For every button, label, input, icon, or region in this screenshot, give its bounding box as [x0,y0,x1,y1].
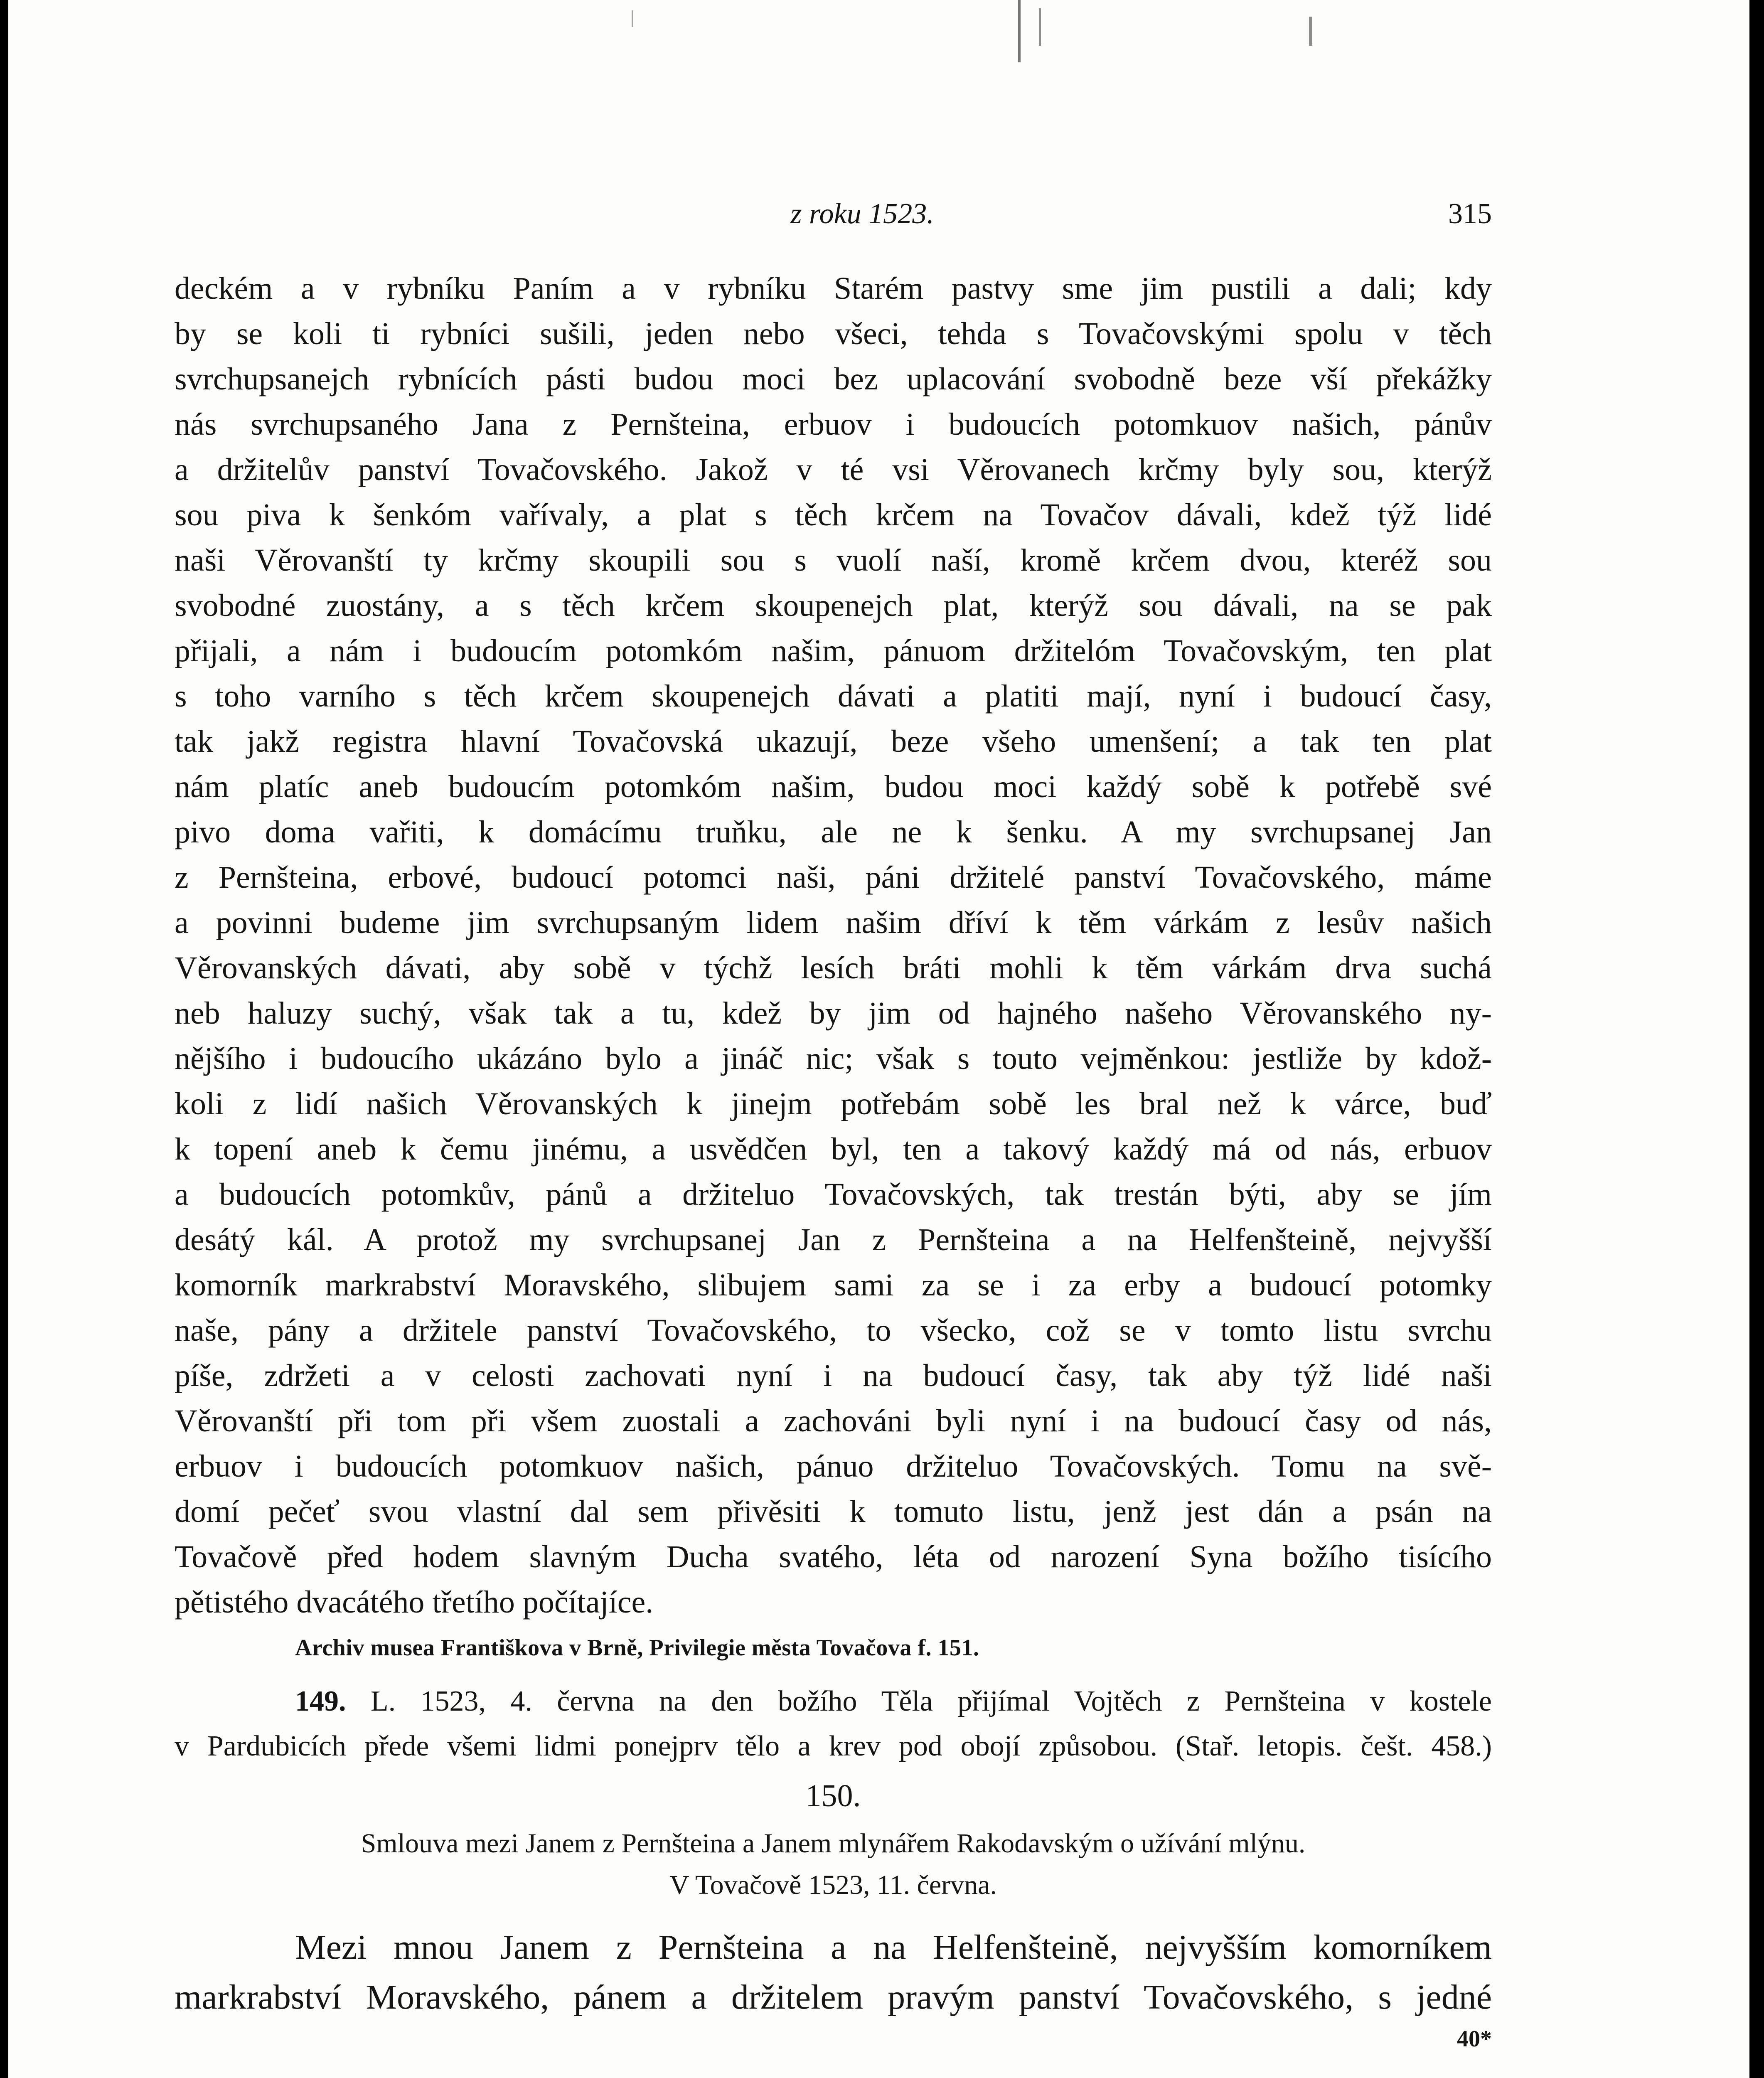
text-line: pivo doma vařiti, k domácímu truňku, ale ne k šenku. A my svrchupsanej Jan [175,815,1492,849]
document-body-line: markrabství Moravského, pánem a držitelem pravým panství Tovačovského, s jedné [175,1978,1492,2016]
document-number: 150. [805,1778,861,1813]
text-line: z Pernšteina, erbové, budoucí potomci naši, páni držitelé panství Tovačovského, máme [175,860,1492,895]
text-line: Věrovanští při tom při všem zuostali a zachováni byli nyní i na budoucí časy od nás, [175,1403,1492,1438]
text-line: a povinni budeme jim svrchupsaným lidem našim dříví k těm várkám z lesův našich [175,905,1492,940]
text-line: komorník markrabství Moravského, slibujem sami za se i za erby a budoucí potomky [175,1268,1492,1302]
text-line: naši Věrovanští ty krčmy skoupili sou s vuolí naší, kromě krčem dvou, kteréž sou [175,543,1492,578]
text-line: nějšího i budoucího ukázáno bylo a jináč nic; však s touto vejměnkou: jestliže by kdož- [175,1041,1492,1076]
text-line: nás svrchupsaného Jana z Pernšteina, erbuov i budoucích potomkuov našich, pánův [175,407,1492,442]
document-heading: Smlouva mezi Janem z Pernšteina a Janem mlynářem Rakodavským o užívání mlýnu. [361,1828,1306,1859]
entry-text: L. 1523, 4. června na den božího Těla přijímal Vojtěch z Pernšteina v kostele [370,1685,1492,1717]
text-line: k topení aneb k čemu jinému, a usvědčen byl, ten a takový každý má od nás, erbuov [175,1132,1492,1167]
entry-line [175,1679,1492,1724]
book-page [8,0,1749,2078]
text-line: neb haluzy suchý, však tak a tu, kdež by jim od hajného našeho Věrovanského ny- [175,996,1492,1031]
text-line: Tovačově před hodem slavným Ducha svatého, léta od narození Syna božího tisícího [175,1539,1492,1574]
text-line: nám platíc aneb budoucím potomkóm našim, budou moci každý sobě k potřebě své [175,769,1492,804]
text-line-last: pětistého dvacátého třetího počítajíce. [175,1585,654,1620]
scan-mark [1039,8,1041,46]
text-line: erbuov i budoucích potomkuov našich, pánuo držiteluo Tovačovských. Tomu na svě- [175,1449,1492,1484]
text-line: a budoucích potomkův, pánů a držiteluo Tovačovských, tak trestán býti, aby se jím [175,1177,1492,1212]
entry-number: 149. [295,1685,346,1717]
text-line: koli z lidí našich Věrovanských k jinejm potřebám sobě les bral než k várce, buď [175,1086,1492,1121]
footer-row [175,2022,1492,2056]
source-citation: Archiv musea Františkova v Brně, Privilegie města Tovačova f. 151. [295,1635,979,1661]
running-head [175,189,1492,239]
scan-mark [1018,0,1021,62]
text-line: píše, zdržeti a v celosti zachovati nyní i na budoucí časy, tak aby týž lidé naši [175,1358,1492,1393]
text-line: sou piva k šenkóm vařívaly, a plat s těch krčem na Tovačov dávali, kdež týž lidé [175,497,1492,532]
text-line: svrchupsanejch rybnících pásti budou moci bez uplacování svobodně beze vší překážky [175,362,1492,396]
text-line: tak jakž registra hlavní Tovačovská ukazují, beze všeho umenšení; a tak ten plat [175,724,1492,759]
text-line: naše, pány a držitele panství Tovačovského, to všecko, což se v tomto listu svrchu [175,1313,1492,1348]
text-line: svobodné zuostány, a s těch krčem skoupenejch plat, kterýž sou dávali, na se pak [175,588,1492,623]
text-line: Věrovanských dávati, aby sobě v týchž lesích bráti mohli k těm várkám drva suchá [175,950,1492,985]
entry-149 [175,1679,1492,1769]
text-line: desátý kál. A protož my svrchupsanej Jan z Pernšteina a na Helfenšteině, nejvyšší [175,1222,1492,1257]
document-body-line: Mezi mnou Janem z Pernšteina a na Helfenšteině, nejvyšším komorníkem [295,1928,1492,1967]
entry-line: v Pardubicích přede všemi lidmi ponejprv tělo a krev pod obojí způsobou. (Stař. letopis. češt. 458.) [175,1730,1492,1762]
document-place-date: V Tovačově 1523, 11. června. [669,1870,997,1900]
scan-mark [632,10,633,27]
text-line: deckém a v rybníku Paním a v rybníku Starém pastvy sme jim pustili a dali; kdy [175,271,1492,306]
text-line: přijali, a nám i budoucím potomkóm našim, pánuom držitelóm Tovačovským, ten plat [175,633,1492,668]
page-number: 315 [1448,198,1492,230]
text-line: domí pečeť svou vlastní dal sem přivěsiti k tomuto listu, jenž jest dán a psán na [175,1494,1492,1529]
continuation-paragraph [175,266,1492,1625]
text-line: by se koli ti rybníci sušili, jeden nebo všeci, tehda s Tovačovskými spolu v těch [175,316,1492,351]
text-line: s toho varního s těch krčem skoupenejch dávati a platiti mají, nyní i budoucí časy, [175,679,1492,714]
signature-mark: 40* [1457,2026,1492,2052]
text-block [175,266,1492,2056]
scan-mark [1309,17,1312,46]
running-title: z roku 1523. [790,198,934,230]
text-line: a držitelův panství Tovačovského. Jakož v té vsi Věrovanech krčmy byly sou, kterýž [175,452,1492,487]
